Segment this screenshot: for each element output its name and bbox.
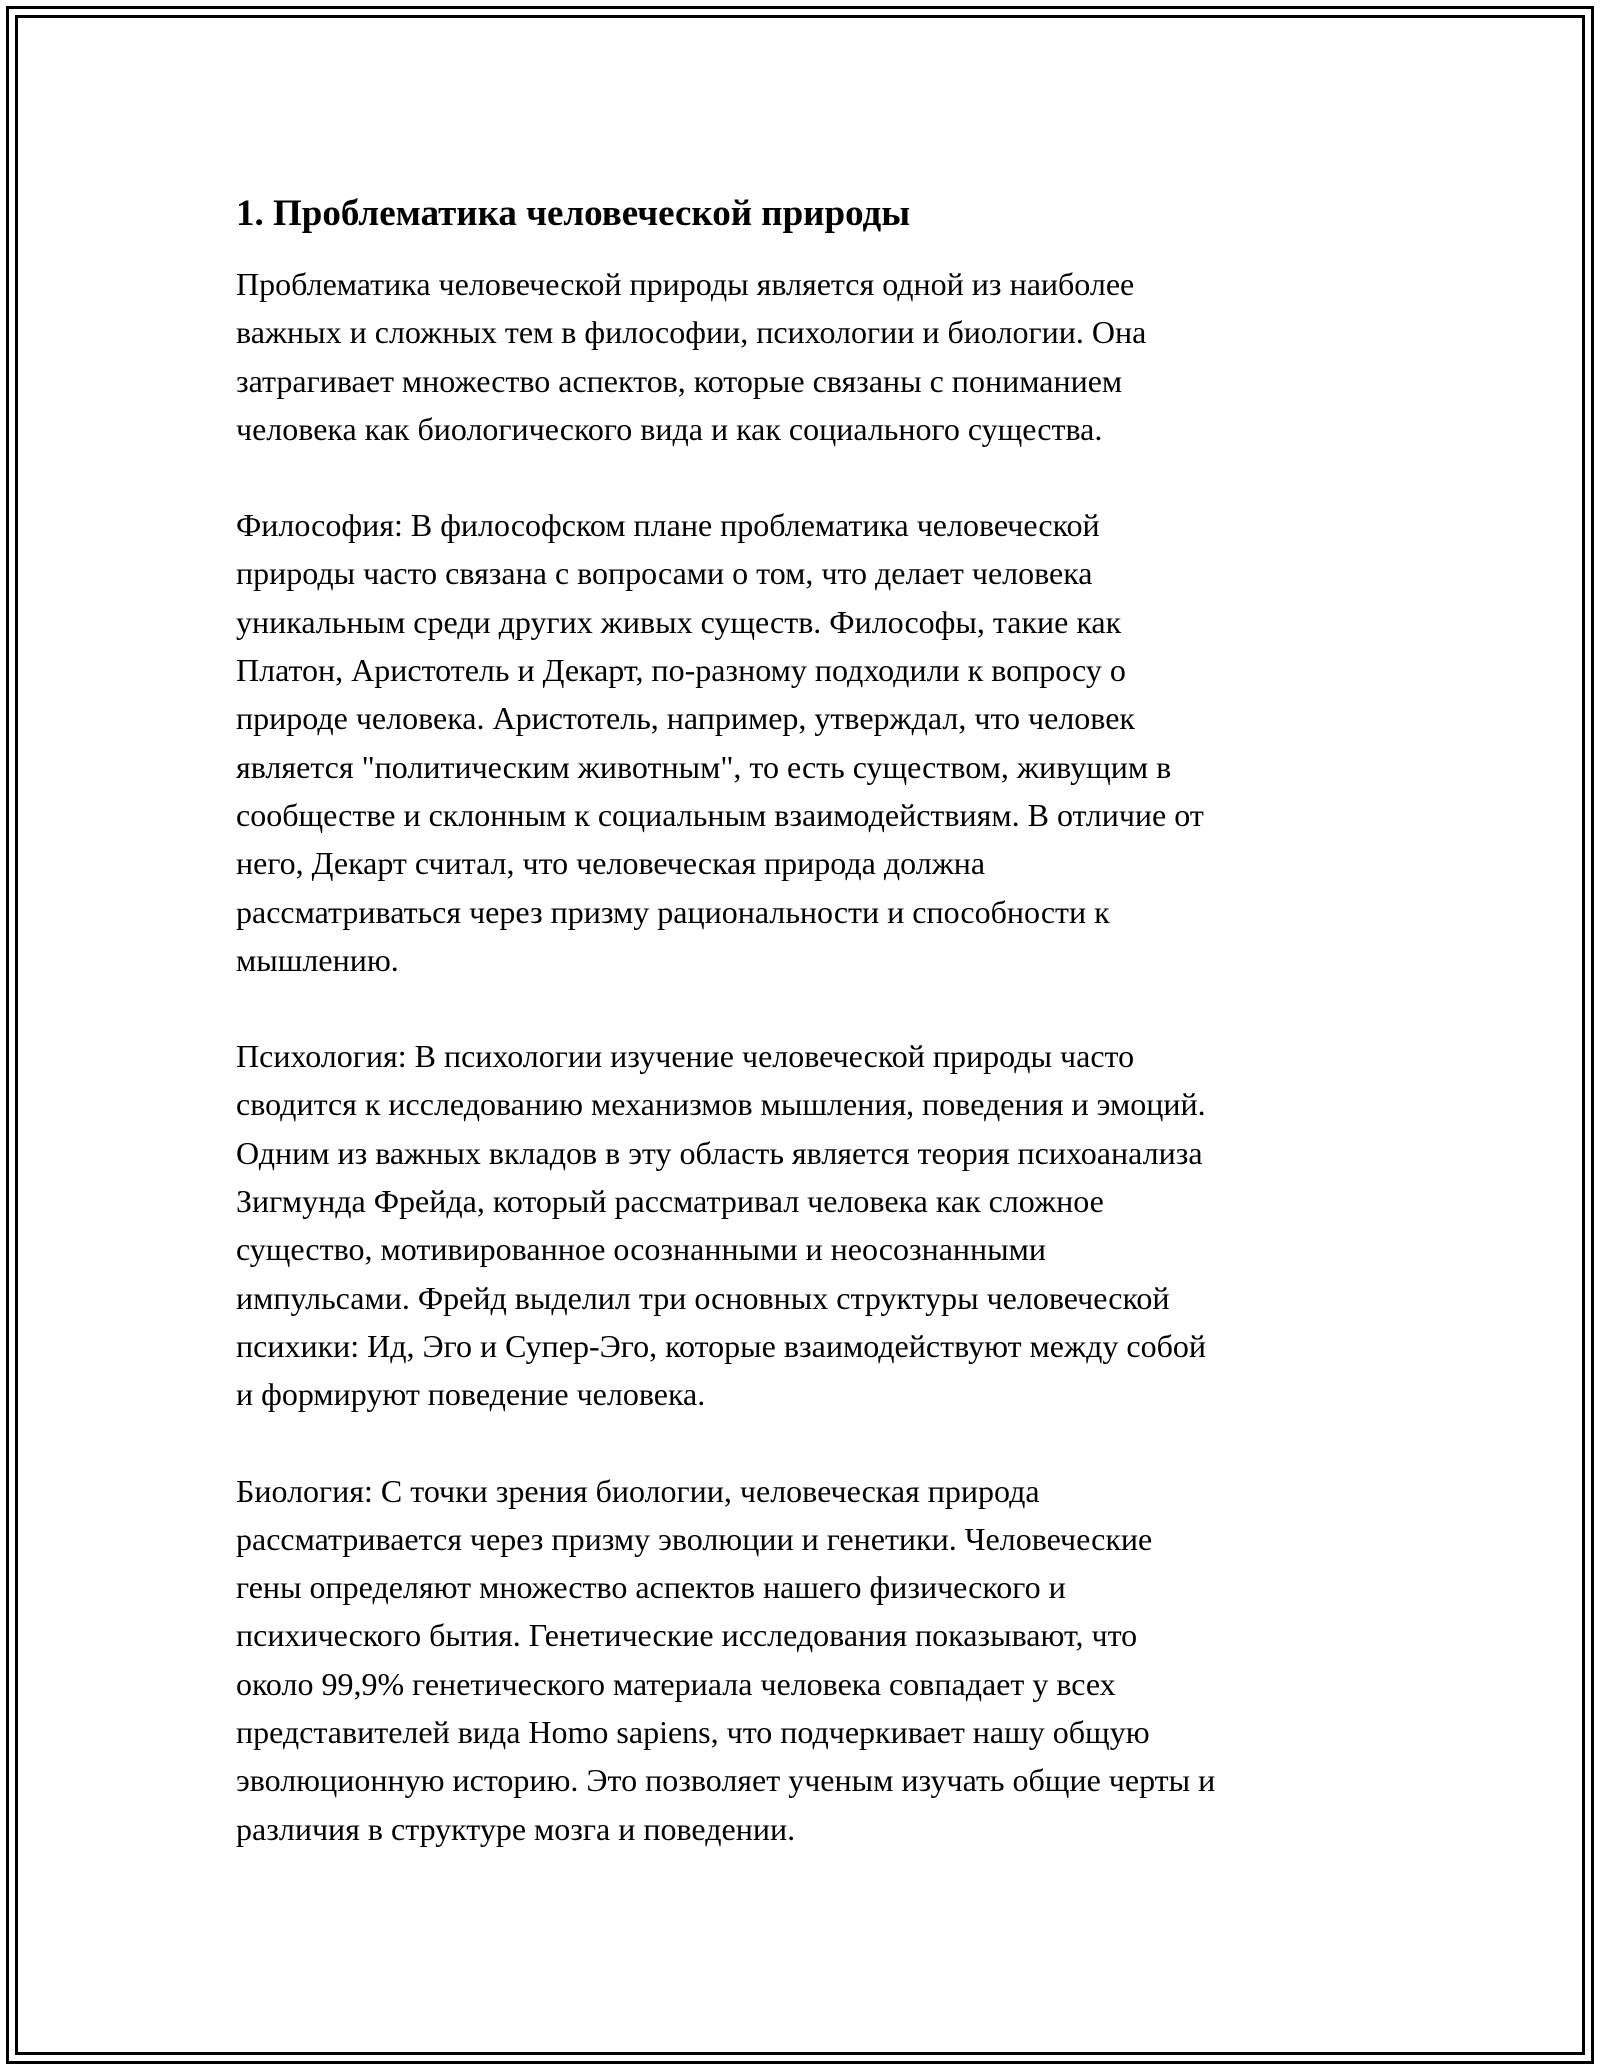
text-line: является "политическим животным", то есть существом, живущим в xyxy=(236,748,1172,785)
text-line: человека как биологического вида и как социального существа. xyxy=(236,410,1103,447)
text-line: психики: Ид, Эго и Супер-Эго, которые взаимодействуют между собой xyxy=(236,1327,1206,1364)
paragraph-philosophy xyxy=(236,501,1366,984)
text-line: психического бытия. Генетические исследования показывают, что xyxy=(236,1617,1138,1654)
text-line: важных и сложных тем в философии, психологии и биологии. Она xyxy=(236,314,1147,351)
text-line: рассматриваться через призму рациональности и способности к xyxy=(236,893,1110,930)
text-line: Платон, Аристотель и Декарт, по-разному подходили к вопросу о xyxy=(236,652,1126,689)
text-line: Биология: С точки зрения биологии, человеческая природа xyxy=(236,1472,1040,1509)
text-line: него, Декарт считал, что человеческая природа должна xyxy=(236,845,986,882)
text-line: Проблематика человеческой природы является одной из наиболее xyxy=(236,266,1135,302)
text-line: затрагивает множество аспектов, которые связаны с пониманием xyxy=(236,362,1123,399)
text-line: существо, мотивированное осознанными и неосознанными xyxy=(236,1231,1047,1268)
text-line: Философия: В философском плане проблематика человеческой xyxy=(236,507,1100,544)
text-line: сводится к исследованию механизмов мышления, поведения и эмоций. xyxy=(236,1086,1206,1123)
document-body xyxy=(236,190,1366,1853)
text-line: представителей вида Homo sapiens, что подчеркивает нашу общую xyxy=(236,1714,1150,1751)
text-line: Психология: В психологии изучение человеческой природы часто xyxy=(236,1038,1135,1075)
text-line: рассматривается через призму эволюции и генетики. Человеческие xyxy=(236,1520,1153,1557)
text-line: различия в структуре мозга и поведении. xyxy=(236,1810,796,1847)
text-line: Одним из важных вкладов в эту область является теория психоанализа xyxy=(236,1134,1203,1171)
paragraph-intro xyxy=(236,260,1366,453)
text-line: гены определяют множество аспектов нашего физического и xyxy=(236,1569,1066,1606)
text-line: природы часто связана с вопросами о том, что делает человека xyxy=(236,555,1093,592)
paragraph-psychology xyxy=(236,1032,1366,1418)
text-line: природе человека. Аристотель, например, утверждал, что человек xyxy=(236,700,1135,737)
text-line: мышлению. xyxy=(236,941,399,978)
text-line: импульсами. Фрейд выделил три основных структуры человеческой xyxy=(236,1279,1170,1316)
text-line: сообществе и склонным к социальным взаимодействиям. В отличие от xyxy=(236,796,1204,833)
text-line: эволюционную историю. Это позволяет ученым изучать общие черты и xyxy=(236,1762,1216,1799)
text-line: уникальным среди других живых существ. Философы, такие как xyxy=(236,603,1122,640)
text-line: около 99,9% генетического материала человека совпадает у всех xyxy=(236,1665,1116,1702)
text-line: и формируют поведение человека. xyxy=(236,1376,706,1413)
paragraph-biology xyxy=(236,1467,1366,1853)
text-line: Зигмунда Фрейда, который рассматривал человека как сложное xyxy=(236,1183,1104,1220)
section-heading: 1. Проблематика человеческой природы xyxy=(236,193,911,234)
